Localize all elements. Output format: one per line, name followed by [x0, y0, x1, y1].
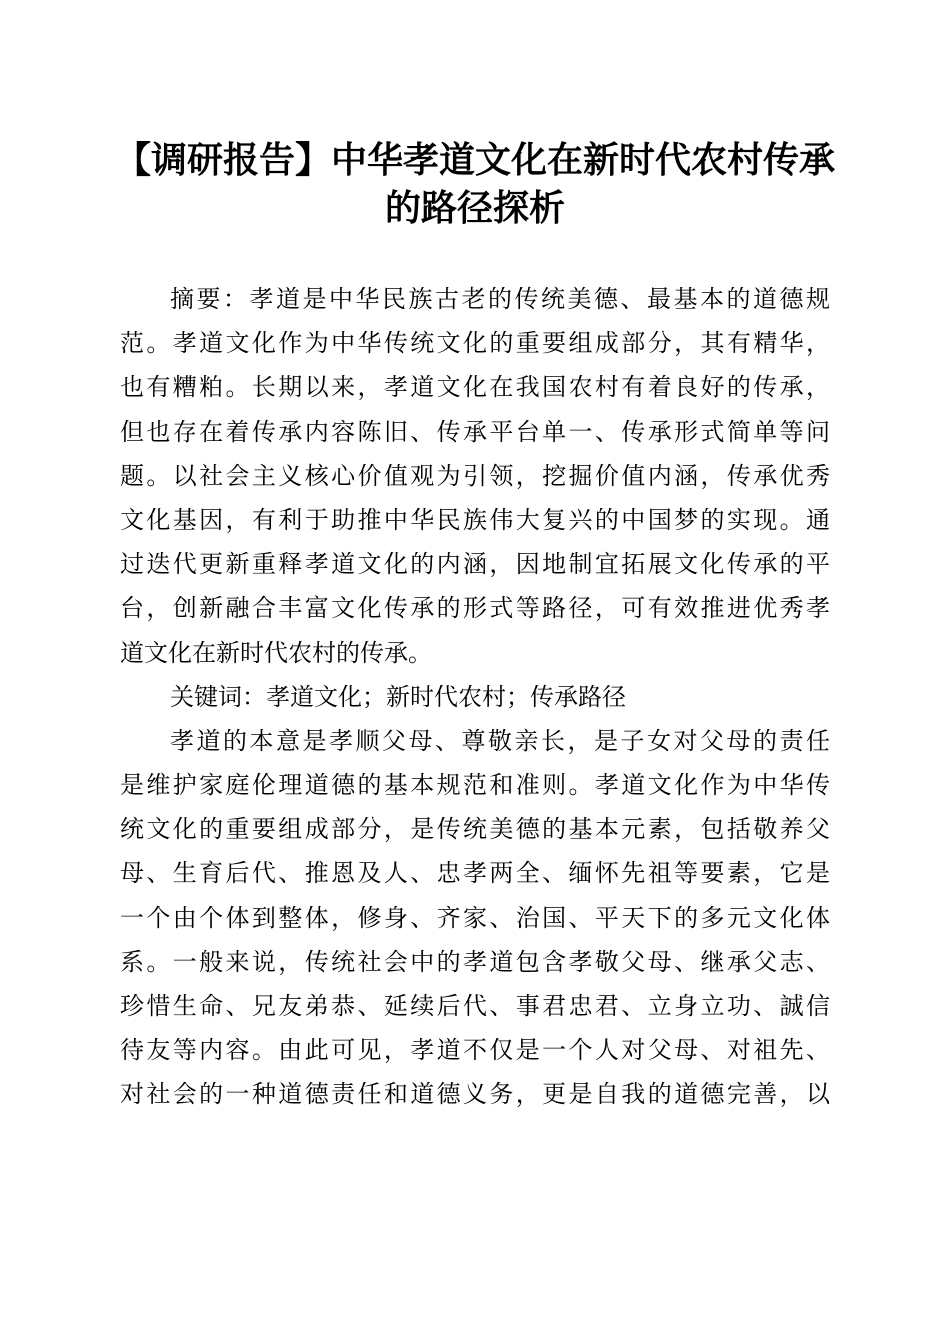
body-line: 对社会的一种道德责任和道德义务，更是自我的道德完善，以	[120, 1080, 830, 1109]
abstract-line: 过迭代更新重释孝道文化的内涵，因地制宜拓展文化传承的平	[120, 550, 830, 579]
body-paragraph	[120, 719, 830, 1117]
body-line: 系。一般来说，传统社会中的孝道包含孝敬父母、继承父志、	[120, 947, 830, 976]
document-title	[100, 136, 850, 232]
abstract-paragraph	[120, 277, 830, 675]
abstract-line: 也有糟粕。长期以来，孝道文化在我国农村有着良好的传承，	[120, 373, 830, 402]
abstract-line: 题。以社会主义核心价值观为引领，挖掘价值内涵，传承优秀	[120, 461, 830, 490]
document-body	[120, 277, 830, 1117]
abstract-line: 摘要：孝道是中华民族古老的传统美德、最基本的道德规	[170, 285, 830, 313]
keywords-paragraph	[120, 675, 830, 719]
title-line-1: 【调研报告】中华孝道文化在新时代农村传承	[114, 139, 835, 181]
body-line: 统文化的重要组成部分，是传统美德的基本元素，包括敬养父	[120, 815, 830, 844]
keywords-line: 关键词：孝道文化；新时代农村；传承路径	[170, 682, 626, 711]
abstract-line: 台，创新融合丰富文化传承的形式等路径，可有效推进优秀孝	[120, 594, 830, 623]
abstract-line: 范。孝道文化作为中华传统文化的重要组成部分，其有精华，	[120, 329, 830, 358]
body-line: 母、生育后代、推恩及人、忠孝两全、缅怀先祖等要素，它是	[120, 859, 830, 888]
abstract-line: 但也存在着传承内容陈旧、传承平台单一、传承形式简单等问	[120, 417, 830, 446]
abstract-line: 文化基因，有利于助推中华民族伟大复兴的中国梦的实现。通	[120, 505, 830, 534]
title-line-2: 的路径探析	[384, 187, 565, 229]
body-line: 珍惜生命、兄友弟恭、延续后代、事君忠君、立身立功、誠信	[120, 992, 830, 1020]
body-line: 一个由个体到整体，修身、齐家、治国、平天下的多元文化体	[120, 903, 830, 932]
abstract-line: 道文化在新时代农村的传承。	[120, 638, 432, 667]
body-line: 待友等内容。由此可见，孝道不仅是一个人对父母、对祖先、	[120, 1036, 830, 1065]
body-line: 孝道的本意是孝顺父母、尊敬亲长，是子女对父母的责任	[170, 726, 830, 755]
body-line: 是维护家庭伦理道德的基本规范和准则。孝道文化作为中华传	[120, 771, 830, 800]
